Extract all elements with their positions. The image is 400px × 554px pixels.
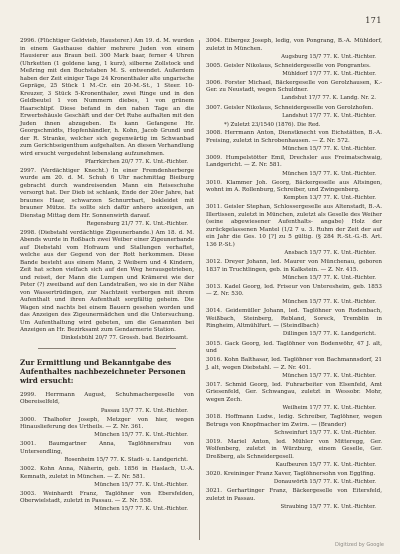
person-entry	[206, 414, 382, 437]
page-number: 171	[365, 16, 382, 25]
person-source: Weilheim 17/7 77. K. Unt.-Richter.	[282, 404, 376, 411]
person-text: 3003. Weinhardt Franz, Taglöhner von Ebersfelden, Oberwielstadt, zuletzt in Passau. — Z. Nr. 558.	[20, 490, 194, 505]
digitization-watermark: Digitized by Google	[335, 542, 384, 548]
person-source: Straubing 15/7 77. K. Unt.-Richter.	[280, 503, 376, 510]
notice-entry	[20, 168, 194, 229]
left-column	[20, 38, 194, 515]
person-source: München 15/7 77. K. Unt.-Richter.	[282, 274, 376, 281]
right-column	[206, 38, 382, 513]
person-text: 2999. Herrmann August, Schuhmachergeselle von Obereiselfeld,	[20, 391, 194, 406]
person-text: 3008. Herrmann Anton, Dienstknecht von Eichstätten, B.-A. Freising, zuletzt in Schrobenhausen. — Z. Nr. 572.	[206, 130, 382, 144]
person-text: 3007. Geisler Nikolaus, Schneidergeselle von Gerolzhofen.	[206, 104, 374, 111]
notice-source: Pfarrkirchen 20/7 77. K. Unt.-Richter.	[84, 158, 188, 165]
person-entry	[20, 441, 194, 464]
person-entry	[206, 130, 382, 153]
person-text: 3021. Gerhartinger Franz, Bäckergeselle von Eitersfeld, zuletzt in Passau.	[206, 488, 382, 502]
person-source: Landshut 17/7 77. K. Landg. Nr. 2.	[281, 95, 376, 102]
person-source: Dillingen 15/7 77. K. Landgericht.	[282, 331, 376, 338]
person-text: 3012. Dreyer Johann, led. Maurer von Münchenau, geboren 1837 in Truchtlingen, geb. in Kalkstein. — Z. Nr. 415.	[206, 259, 382, 273]
person-entry	[206, 471, 382, 487]
person-source: Landshut 17/7 77. K. Unt.-Richter.	[282, 112, 376, 119]
person-source: Schweinfurt 15/7 77. K. Unt.-Richter.	[274, 429, 376, 436]
person-text: 3004. Eibergez Joseph, ledig, von Pongrang, B.-A. Mühldorf, zuletzt in München.	[206, 38, 382, 52]
notice-source: Regensburg 21/7 77. K. Unt.-Richter.	[86, 220, 188, 227]
editor-note	[224, 122, 382, 130]
notice-entry	[20, 38, 194, 166]
person-text: 3014. Geidemüller Johann, led. Taglöhner von Rodenbach, Weißbach, Steinberg, Rebland, Soreck, Tremblin in Ringheim, Altmühlfurt. — (Steindlbach)	[206, 308, 382, 330]
person-entry	[206, 63, 382, 79]
person-source: München 15/7 77. K. Unt.-Richter.	[94, 432, 188, 439]
person-source: Passau 15/7 77. K. Unt.-Richter.	[100, 407, 188, 414]
person-source: München 15/7 77. K. Unt.-Richter.	[94, 506, 188, 513]
person-source: Augsburg 15/7 77. K. Unt.-Richter.	[281, 53, 376, 60]
notice-text: 2996. (Flüchtiger Geldvieb, Hausterer.) Am 19. d. M. wurden in einem Gasthause dahier mehrere Juden von einem Hausierer aus Braun beil. 300 Mark baar, ferner 4 Uhren (Uhrketten (1 goldene lang, 1 kurz), silberne Zollstock und Meßring mit den Buchstaben M. S. entwendet. Außerdem haben der Zeit einiger Tage 24 Kronenthaler alte ungarische Gepräge, 25 Stück 1 M.-Cr. ein 20-M.-St., 1 Steer. 10-Kreuzer, 3 Stück 5-Kronenthaler, zwei Ringe und in den Geldbeutel 1 von Nummern diebes, 1 von grünem Haarschlipf. Diese befand in den nahen Tage an die Erwerbshäusle Geschäft und der Ort Ruhe aufhalten mit den Juden ihnen abzugeben. Es kann Gefangene Hr. Georgschmidts, Hopfenhändler, h. Kohn, Jacob Grundl und der R. Stranke, welcher sich gegenwärtig im Schwanbad zum Gerichtseigenthum aufgehalten. An diesen Verhandlung wird ersucht vergedehnt lebenslang aufzunehmen.	[20, 38, 194, 157]
person-source: München 15/7 77. K. Unt.-Richter.	[94, 481, 188, 488]
person-entry	[206, 488, 382, 511]
person-text: 3009. Humpelstötter Emil, Drechsler aus Freimatschwaig, Landgericht. — Z. Nr. 581.	[206, 154, 382, 169]
person-entry	[206, 308, 382, 339]
person-text: 3000. Thalhofer Joseph, Metzger von hier, wegen Hinauslieferung des Urtheils. — Z. Nr. 361.	[20, 416, 194, 431]
person-entry	[206, 382, 382, 413]
person-entry	[206, 259, 382, 282]
person-source: Kempten 13/7 77. K. Unt.-Richter.	[283, 195, 376, 202]
person-text: 3015. Gack Georg, led. Taglöhner von Bodenwöhr, 47 J. alt, und	[206, 340, 382, 355]
person-entry	[206, 284, 382, 307]
notice-text: 2998. (Diebstahl verdächtige Zigeunerbande.) Am 18. d. M. Abends wurde in Roßbach zwei Weiber einer Zigeunerbande auf Diebstahl vom Hofraum und Stallungen verhaftet, welche aus der Gegend von der Rott herkommen. Diese Bande besteht aus einem Mann, 2 Weibern und 4 Kindern, Zeit hat schon vielfach sich auf den Weg herausgetrieben, und reiset, der Mann die Lumpen und Krämerei wie der Peter (?) zweiband auf den Landstraßen, wo sie in der Nähe von Wassertrüdingen, zur Nachtzeit verbergen mit ihrem Aufenthalt und ihren Aufenthalt sorgfältig geheim. Die Wagen sind nachts bei einem Bauern gesehen worden und das Anzeigen des Zigeunermädchen und die Untersuchung. Um Aufenthaltung wird gebeten, um die Genannten bei Anzeigen an Hr. Bezirksamt zum Gendarmerie Station.	[20, 229, 194, 334]
person-entry	[206, 180, 382, 203]
person-source: Rosenheim 15/7 77. K. Stadt- u. Landgericht.	[64, 456, 188, 463]
person-entry	[206, 80, 382, 103]
section-heading: Zur Ermittlung und Bekanntgabe des Aufenthaltes nachbezeichneter Personen wird ersucht:	[20, 357, 186, 385]
person-entry	[20, 392, 194, 415]
person-text: 3013. Kadel Georg, led. Friseur von Unteresheim, geb. 1853 — Z. Nr. 530.	[206, 283, 382, 298]
person-source: München 15/7 77. K. Unt.-Richter.	[282, 299, 376, 306]
person-source: Ansbach 15/7 77. K. Unt.-Richter.	[284, 249, 376, 256]
column-divider	[199, 40, 200, 540]
notice-entry	[20, 230, 194, 343]
notice-source: Dinkelsbühl 20/7 77. Grossh. bad. Bezirksamt.	[60, 335, 188, 342]
person-source: Donauwörth 15/7 77. K. Unt.-Richter.	[273, 479, 376, 485]
person-entry	[206, 439, 382, 470]
person-entry	[206, 341, 382, 356]
person-text: 3011. Geisler Stephan, Schlossergeselle aus Altenstadt, B.-A. Illertissen, zuletzt in München, zuletzt als Geselle des Weiher (seine abgewiesener Aufenthalts- angabe) Holz der zurückgelassenen Mantel (1/2 7 u. 3. Ruhm der Zeit der auf ein Jahr die Ges. 10 [?] zu 5 gültig. (§ 284 R.-St.-G.-B. Art. 136 P.-St.)	[206, 204, 382, 248]
person-text: 3020. Kreininger Franz Xaver, Taglöhnersohn von Egglfing.	[206, 470, 376, 477]
person-entry	[206, 204, 382, 257]
person-source: München 15/7 77. K. Unt.-Richter.	[282, 145, 376, 152]
person-entry	[206, 155, 382, 178]
person-text: 3006. Forster Michael, Bäckergeselle von Gerolzhausen, K.-Ger. zu Neustadt, wegen Schuldner.	[206, 79, 382, 94]
person-text: 3019. Mariel Anton, led. Mühler von Mitteregg, Ger. Wolfenberg, zuletzt in Würzburg, einem Geselle, Ger. Dreßberg, als Schneidergesell.	[206, 438, 382, 460]
person-text: 3017. Schmid Georg, led. Fuhrarbeiter von Elsenfeld, Amt Griesenfeld, Ger. Schwangau, zuletzt in Wessobr. Mohr, wegen Zech.	[206, 381, 382, 403]
person-entry	[206, 357, 382, 380]
person-source: Mühldorf 17/7 77. K. Unt.-Richter.	[282, 70, 376, 77]
person-text: 3005. Geisler Nikolaus, Schneidergeselle von Pongrantes.	[206, 62, 371, 69]
person-source: München 15/7 77. K. Unt.-Richter.	[282, 372, 376, 379]
person-entry	[20, 466, 194, 489]
person-entry	[20, 417, 194, 440]
person-source: Kaufbeuren 15/7 77. K. Unt.-Richter.	[275, 461, 376, 468]
section-divider	[38, 348, 176, 349]
notice-text: 2997. (Verdächtiger Knecht.) In einer Fremdenherberge wurde am 20. d. M. Schuh 6 Uhr nachmittag Bieiburg gebracht durch wandreisenden Mann ein Reiseschuhe versorgt hat. Der Dieb ist schlank, Ende der 20er Jahre, hat braunes Haar, schwarzen Schnurrbart, bekleidet mit brauner Mütze. Es sollte sich dafür anhero anzeigen, an Dienstag Mittag dem Hr. Sonnenwirth darauf.	[20, 167, 194, 219]
person-source: München 15/7 77. K. Unt.-Richter.	[282, 170, 376, 177]
person-text: 3010. Klammer Joh. Georg, Bäckergeselle aus Altsingen, wohnt im A. Rollenburg, Schreiber, und Zwingenberg.	[206, 179, 382, 194]
editor-note-text: *) Zuletzt 23/1540 (1876). Die Red.	[224, 121, 321, 128]
person-entry	[20, 491, 194, 514]
person-text: 3002. Kohn Anna, Näherin, geb. 1856 in Haslach, U.-A. Kemnath, zuletzt in München. — Z. Nr. 581.	[20, 466, 194, 480]
person-entry	[206, 105, 382, 121]
person-text: 3001. Baumgartner Anna, Taglöhnersfrau von Untersendling,	[20, 441, 194, 455]
person-entry	[206, 38, 382, 61]
person-text: 3018. Hoffmann Ludw., ledig. Schreiber, Taglöhner, wegen Betrugs von Knopfmacher im Zwirn. — (Brander)	[206, 414, 382, 428]
person-text: 3016. Kohn Balthasar, led. Taglöhner von Bachmannsdorf, 21 J. alt, wegen Diebstahl. — Z. Nr. 401.	[206, 357, 382, 371]
